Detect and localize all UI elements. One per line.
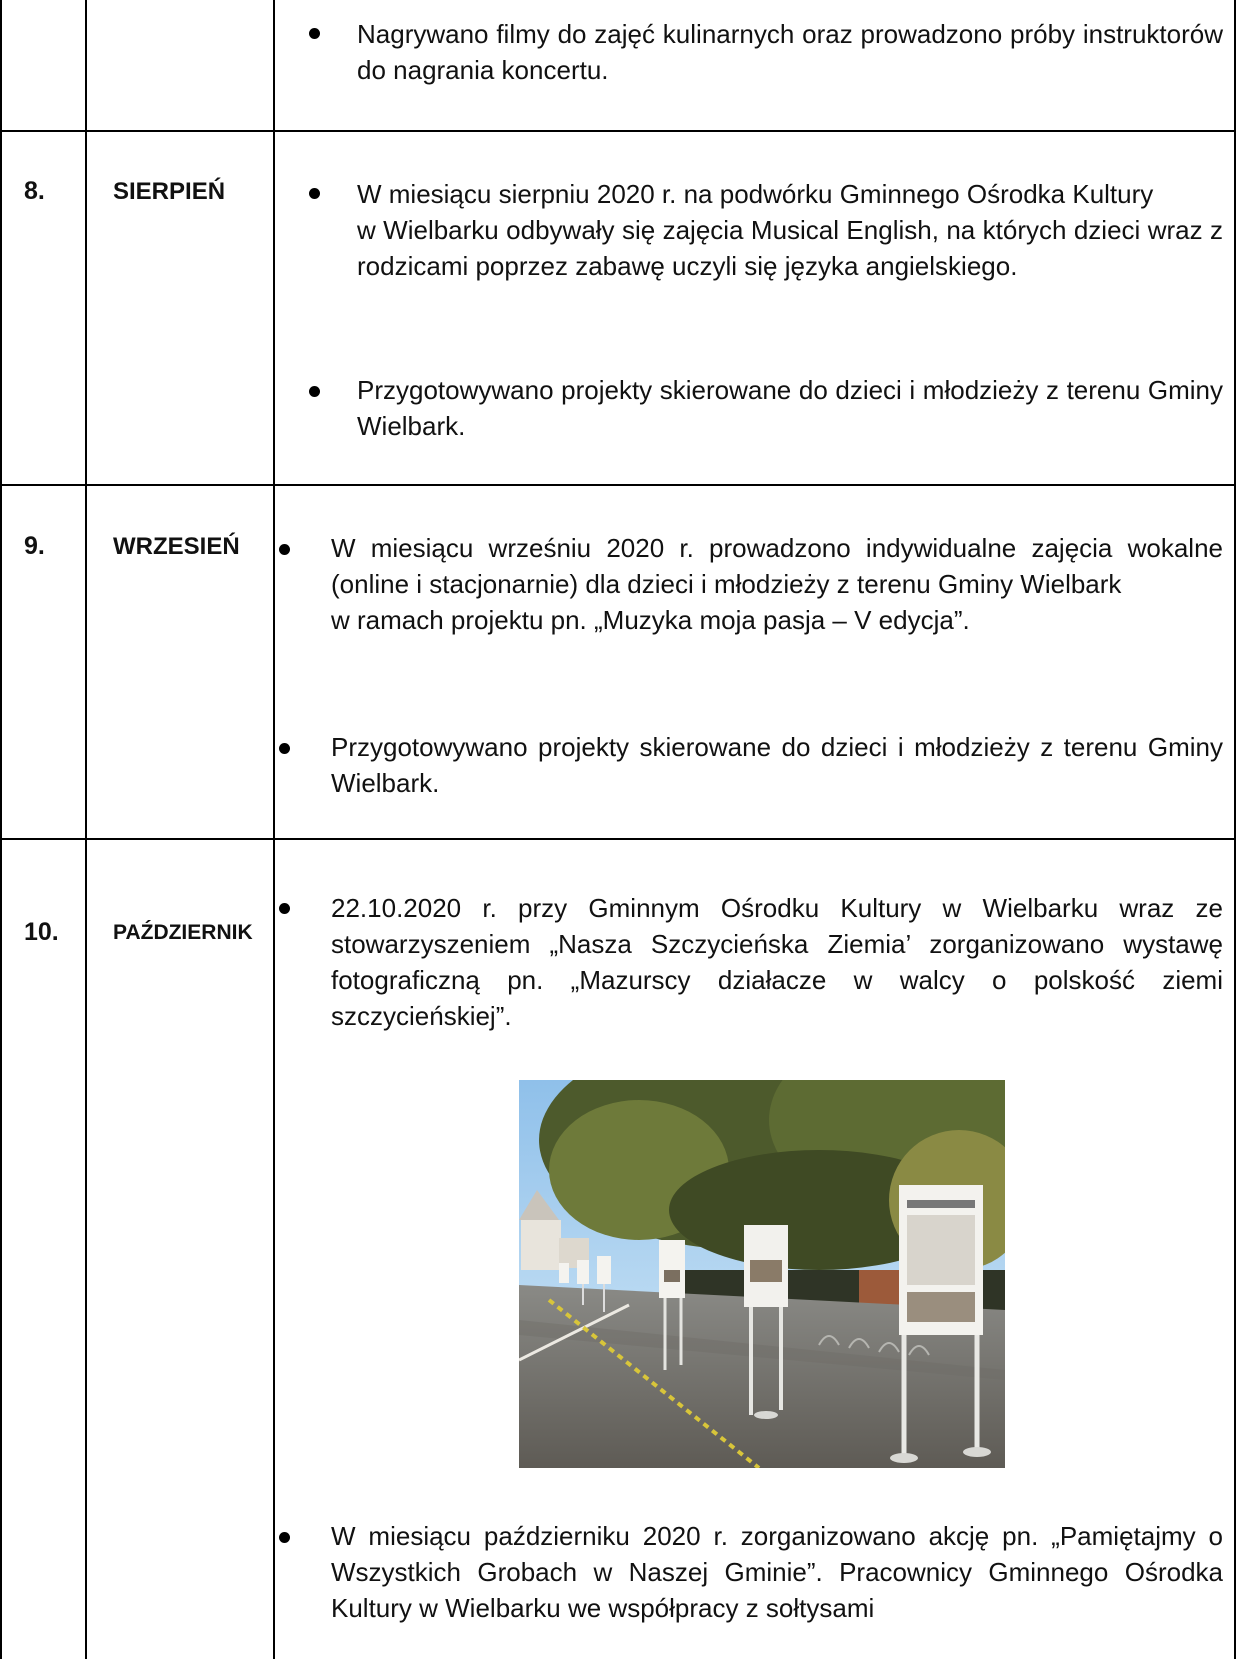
bullet-icon (279, 743, 290, 754)
bullet-icon (309, 386, 320, 397)
column-divider-2 (273, 0, 275, 1659)
column-divider-1 (85, 0, 87, 1659)
row-item-text: Nagrywano filmy do zajęć kulinarnych oraz prowadzono próby instruktorów do nagrania koncertu. (357, 19, 1223, 85)
row-month: WRZESIEŃ (113, 533, 240, 560)
row-divider (0, 130, 1236, 132)
bullet-icon (279, 1532, 290, 1543)
bullet-icon (309, 28, 320, 39)
row-number: 8. (24, 177, 45, 205)
row-divider (0, 484, 1236, 486)
row-item-text: Przygotowywano projekty skierowane do dzieci i młodzieży z terenu Gminy Wielbark. (357, 375, 1223, 441)
table-border-left (0, 0, 2, 1659)
row-month: PAŹDZIERNIK (113, 921, 253, 944)
exhibition-photo (519, 1080, 1005, 1468)
bullet-icon (279, 903, 290, 914)
bullet-icon (309, 188, 320, 199)
row-item-text: W miesiącu październiku 2020 r. zorganizowano akcję pn. „Pamiętajmy o Wszystkich Grobach w Naszej Gminie”. Pracownicy Gminnego Ośrodka Kultury w Wielbarku we współpracy z sołtysami (331, 1521, 1223, 1623)
row-item-text: W miesiącu sierpniu 2020 r. na podwórku Gminnego Ośrodka Kultury w Wielbarku odbywały się zajęcia Musical English, na których dzieci wraz z rodzicami poprzez zabawę uczyli się języka angielskiego. (357, 179, 1223, 281)
row-number: 9. (24, 532, 45, 560)
row-item-text: W miesiącu wrześniu 2020 r. prowadzono indywidualne zajęcia wokalne (online i stacjonarnie) dla dzieci i młodzieży z terenu Gminy Wielbark w ramach projektu pn. „Muzyka moja pasja – V edycja”. (331, 533, 1223, 635)
row-divider (0, 838, 1236, 840)
row-item-text: Przygotowywano projekty skierowane do dzieci i młodzieży z terenu Gminy Wielbark. (331, 732, 1223, 798)
row-number: 10. (24, 918, 59, 946)
row-item-text: 22.10.2020 r. przy Gminnym Ośrodku Kultury w Wielbarku wraz ze stowarzyszeniem „Nasza Szczycieńska Ziemia’ zorganizowano wystawę fotograficzną pn. „Mazurscy działacze w walcy o polskość ziemi szczycieńskiej”. (331, 893, 1223, 1031)
bullet-icon (279, 544, 290, 555)
row-month: SIERPIEŃ (113, 178, 226, 205)
